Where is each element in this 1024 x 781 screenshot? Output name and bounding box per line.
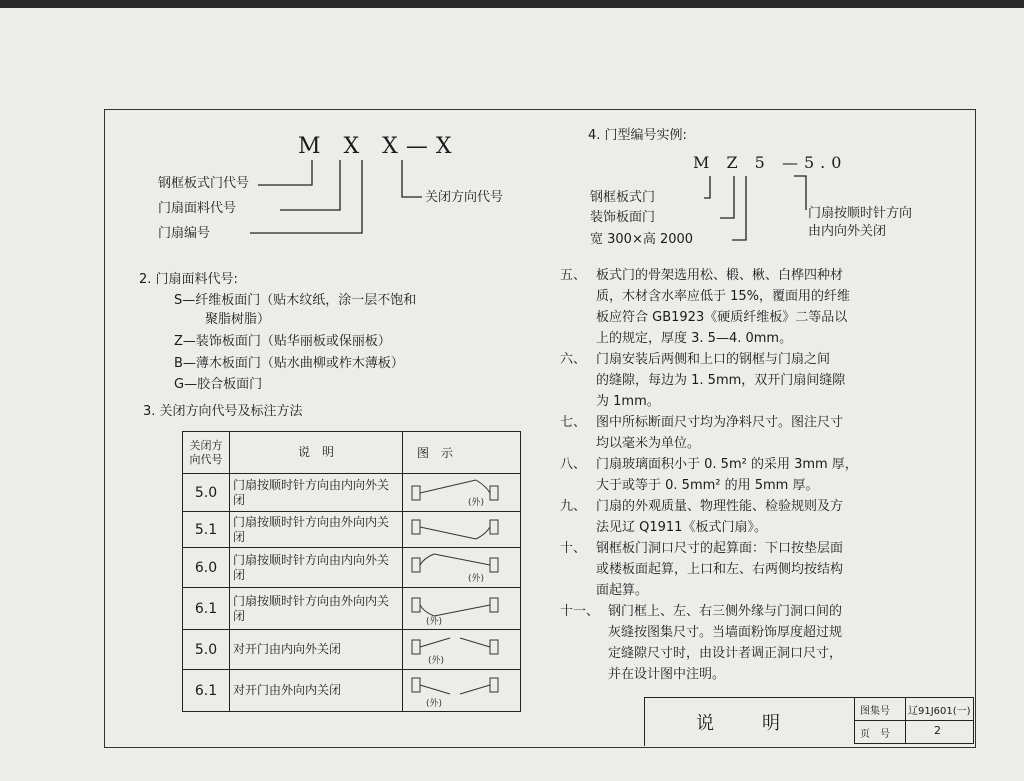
row-figure	[403, 474, 521, 512]
note-line: 门扇玻璃面积小于 0. 5m² 的采用 3mm 厚，	[596, 457, 858, 472]
table-row	[183, 512, 521, 548]
note-line: 板应符合 GB1923《硬质纤维板》二等品以	[596, 310, 848, 325]
note-number: 六、	[560, 352, 587, 367]
table-row	[183, 474, 521, 512]
note-line: 灰缝按图集尺寸。当墙面粉饰厚度超过规	[608, 625, 843, 640]
example-label-size: 宽 300×高 2000	[590, 232, 694, 247]
face-code-s: S—纤维板面门（贴木纹纸，涂一层不饱和	[174, 293, 417, 308]
face-code-z: Z—装饰板面门（贴华丽板或保丽板）	[174, 334, 391, 349]
row-code: 5.0	[183, 630, 230, 670]
code-format: M X X—X	[298, 134, 460, 159]
note-line: 门扇的外观质量、物理性能、检验规则及方	[596, 499, 844, 514]
note-number: 八、	[560, 457, 587, 472]
row-desc: 门扇按顺时针方向由内向外关闭	[230, 474, 403, 512]
note-line: 大于或等于 0. 5mm² 的用 5mm 厚。	[596, 478, 819, 493]
section2-heading: 2. 门扇面料代号:	[139, 272, 238, 287]
table-row	[183, 670, 521, 712]
note-number: 十一、	[560, 604, 600, 619]
example-label-direction-2: 由内向外关闭	[808, 224, 887, 239]
note-line: 板式门的骨架选用松、椴、楸、白桦四种材	[596, 268, 844, 283]
note-line: 定缝隙尺寸时，由设计者调正洞口尺寸，	[608, 646, 843, 661]
example-heading: 4. 门型编号实例:	[588, 128, 687, 143]
label-face-code: 门扇面料代号	[158, 201, 237, 216]
note-6	[560, 349, 858, 412]
example-code: M Z 5 —5.0	[693, 153, 848, 172]
example-leader-lines	[660, 170, 810, 250]
fig-label: (外)	[428, 656, 445, 666]
face-code-g: G—胶合板面门	[174, 377, 263, 392]
row-figure	[403, 630, 521, 670]
door-swing-figure	[406, 512, 506, 544]
note-number: 七、	[560, 415, 587, 430]
row-code: 6.1	[183, 670, 230, 712]
fig-label: (外)	[426, 699, 443, 708]
notes-column	[560, 265, 858, 685]
table-row	[183, 588, 521, 630]
row-desc: 对开门由外向内关闭	[230, 670, 403, 712]
note-line: 门扇安装后两侧和上口的钢框与门扇之间	[596, 352, 831, 367]
table-header-row	[183, 432, 521, 474]
note-line: 质，木材含水率应低于 15%，覆面用的纤维	[596, 289, 851, 304]
scan-top-edge	[0, 0, 1024, 8]
fig-label: (外)	[426, 617, 443, 626]
atlas-label: 图集号	[860, 706, 890, 717]
label-panel-number: 门扇编号	[158, 226, 211, 241]
note-line: 钢框板门洞口尺寸的起算面：下口按垫层面	[596, 541, 844, 556]
label-direction-code: 关闭方向代号	[425, 190, 504, 205]
door-swing-figure	[406, 670, 506, 708]
note-5	[560, 265, 858, 349]
note-number: 五、	[560, 268, 587, 283]
note-11	[560, 601, 858, 685]
note-line: 并在设计图中注明。	[608, 667, 726, 682]
note-line: 法见辽 Q1911《板式门扇》。	[596, 520, 767, 535]
label-door-type: 钢框板式门代号	[158, 176, 250, 191]
door-swing-figure	[406, 474, 506, 508]
note-line: 图中所标断面尺寸均为净料尺寸。图注尺寸	[596, 415, 844, 430]
page-label: 页 号	[860, 729, 890, 740]
row-figure	[403, 588, 521, 630]
table-header-fig: 图 示	[403, 432, 521, 474]
note-line: 上的规定，厚度 3. 5—4. 0mm。	[596, 331, 793, 346]
section3-heading: 3. 关闭方向代号及标注方法	[143, 404, 303, 419]
door-swing-figure	[406, 588, 506, 626]
row-code: 6.0	[183, 548, 230, 588]
row-figure	[403, 548, 521, 588]
row-code: 5.0	[183, 474, 230, 512]
row-desc: 门扇按顺时针方向由外向内关闭	[230, 588, 403, 630]
row-figure	[403, 512, 521, 548]
note-8	[560, 454, 858, 496]
row-desc: 门扇按顺时针方向由外向内关闭	[230, 512, 403, 548]
note-number: 十、	[560, 541, 587, 556]
note-line: 钢门框上、左、右三侧外缘与门洞口间的	[608, 604, 843, 619]
page-value: 2	[934, 724, 941, 737]
example-label-direction-1: 门扇按顺时针方向	[808, 206, 913, 221]
row-code: 5.1	[183, 512, 230, 548]
row-desc: 对开门由内向外关闭	[230, 630, 403, 670]
note-9	[560, 496, 858, 538]
row-code: 6.1	[183, 588, 230, 630]
row-desc: 门扇按顺时针方向由内向外关闭	[230, 548, 403, 588]
table-row	[183, 548, 521, 588]
table-header-code: 关闭方向代号	[183, 432, 230, 474]
title-block	[644, 697, 974, 746]
sheet-title: 说 明	[696, 713, 784, 734]
fig-label: (外)	[468, 498, 485, 508]
note-10	[560, 538, 858, 601]
row-figure	[403, 670, 521, 712]
note-7	[560, 412, 858, 454]
face-code-s-cont: 聚脂树脂）	[205, 312, 271, 327]
table-row	[183, 630, 521, 670]
note-line: 或楼板面起算，上口和左、右两侧均按结构	[596, 562, 844, 577]
atlas-value: 辽91J601(一)	[908, 706, 971, 717]
note-line: 的缝隙，每边为 1. 5mm，双开门扇间缝隙	[596, 373, 846, 388]
example-label-door: 钢框板式门	[590, 190, 656, 205]
face-code-b: B—薄木板面门（贴水曲柳或柞木薄板）	[174, 356, 404, 371]
door-swing-figure	[406, 630, 506, 666]
note-number: 九、	[560, 499, 587, 514]
fig-label: (外)	[468, 574, 485, 584]
door-swing-figure	[406, 548, 506, 584]
table-header-desc: 说 明	[230, 432, 403, 474]
closing-direction-table	[182, 431, 521, 712]
note-line: 均以毫米为单位。	[596, 436, 701, 451]
format-leader-lines	[150, 150, 440, 245]
note-line: 为 1mm。	[596, 394, 660, 409]
note-line: 面起算。	[596, 583, 649, 598]
example-label-panel: 装饰板面门	[590, 210, 656, 225]
